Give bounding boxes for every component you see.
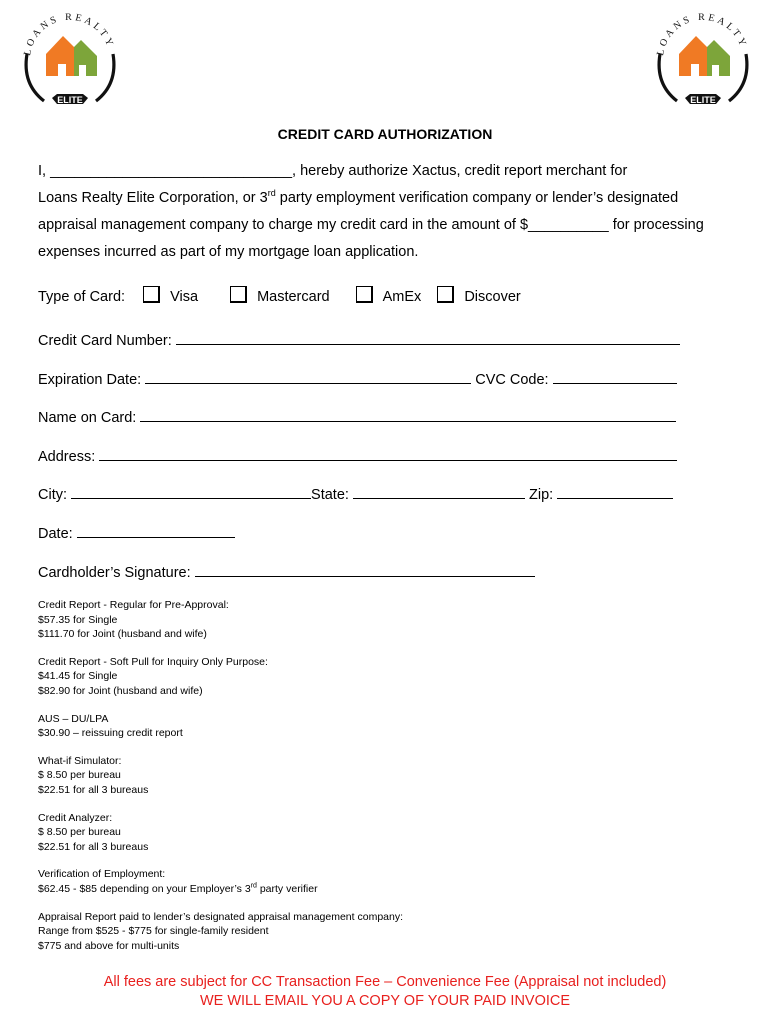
amex-checkbox[interactable] — [356, 286, 373, 303]
date-field[interactable] — [77, 523, 235, 538]
address-field[interactable] — [99, 446, 677, 461]
fee-line: Credit Report - Regular for Pre-Approval: — [38, 599, 229, 611]
fee-group-what-if-simulator — [38, 754, 403, 798]
fee-line: AUS – DU/LPA — [38, 712, 109, 725]
name-row — [38, 407, 676, 426]
fee-line: $57.35 for Single — [38, 613, 118, 626]
authorization-line-1: I, ______________________________, hereby authorize Xactus, credit report merchant for — [38, 163, 628, 179]
date-label: Date: — [38, 526, 73, 542]
card-number-row — [38, 330, 680, 349]
signature-row — [38, 562, 535, 581]
notice-fees-line: All fees are subject for CC Transaction Fee – Convenience Fee (Appraisal not included) — [103, 974, 667, 990]
logo-arc-text: LOANS REALTY — [22, 11, 117, 57]
fee-group-credit-report-soft-pull — [38, 655, 403, 699]
ordinal-suffix: rd — [250, 882, 257, 890]
form-title: CREDIT CARD AUTHORIZATION — [277, 126, 493, 142]
card-type-label: Type of Card: — [38, 289, 126, 305]
fee-line: $22.51 for all 3 bureaus — [38, 840, 149, 853]
fee-line: $111.70 for Joint (husband and wife) — [38, 628, 207, 641]
fee-line: Verification of Employment: — [38, 868, 166, 881]
fee-line: Credit Report - Soft Pull for Inquiry Only Purpose: — [38, 655, 268, 668]
ordinal-suffix: rd — [267, 188, 276, 199]
address-row — [38, 446, 677, 465]
card-number-label: Credit Card Number: — [38, 333, 172, 349]
fee-line: $775 and above for multi-units — [38, 939, 180, 952]
fee-group-credit-report-regular — [38, 598, 403, 642]
logo-banner-text: ELITE — [690, 95, 716, 105]
city-state-zip-row — [38, 484, 673, 503]
discover-label: Discover — [464, 289, 521, 305]
company-logo-left — [18, 8, 122, 114]
mastercard-checkbox[interactable] — [230, 286, 247, 303]
fee-line: Credit Analyzer: — [38, 811, 113, 824]
signature-field[interactable] — [195, 562, 535, 577]
fee-group-credit-analyzer — [38, 811, 403, 855]
authorization-line-2 — [38, 185, 758, 212]
fee-line: $30.90 – reissuing credit report — [38, 727, 183, 740]
address-label: Address: — [38, 449, 96, 465]
city-label: City: — [38, 487, 67, 503]
expiration-row — [38, 369, 677, 388]
expiration-label: Expiration Date: — [38, 372, 142, 388]
authorization-paragraph — [38, 158, 758, 266]
date-row — [38, 523, 235, 542]
company-logo-right — [651, 8, 755, 114]
authorization-line-2-start: Loans Realty Elite Corporation, or 3 — [38, 190, 268, 206]
fee-line: $ 8.50 per bureau — [38, 826, 121, 839]
fee-group-appraisal-report — [38, 910, 403, 954]
authorization-line-3: appraisal management company to charge my credit card in the amount of $__________ for processing — [38, 217, 704, 233]
fee-line: Range from $525 - $775 for single-family resident — [38, 925, 269, 938]
cvc-label: CVC Code: — [475, 372, 549, 388]
notice-invoice-line: WE WILL EMAIL YOU A COPY OF YOUR PAID INVOICE — [199, 993, 571, 1009]
zip-label: Zip: — [528, 487, 554, 503]
notice — [0, 973, 770, 1011]
discover-checkbox[interactable] — [437, 286, 454, 303]
city-field[interactable] — [71, 484, 311, 499]
mastercard-label: Mastercard — [257, 289, 330, 305]
card-number-field[interactable] — [176, 330, 680, 345]
visa-checkbox[interactable] — [143, 286, 160, 303]
state-field[interactable] — [353, 484, 525, 499]
state-label: State: — [311, 487, 349, 503]
card-type-row — [38, 286, 521, 305]
fee-line-start: $62.45 - $85 depending on your Employer’s 3 — [38, 882, 251, 895]
authorization-line-4: expenses incurred as part of my mortgage loan application. — [38, 244, 419, 260]
zip-field[interactable] — [557, 484, 673, 499]
fee-line: Appraisal Report paid to lender’s designated appraisal management company: — [38, 910, 404, 923]
amex-label: AmEx — [382, 289, 422, 305]
authorization-line-2-end: party employment verification company or lender’s designated — [275, 190, 679, 206]
fee-line-end: party verifier — [256, 882, 318, 895]
fee-line: $22.51 for all 3 bureaus — [38, 783, 149, 796]
fee-group-aus — [38, 712, 403, 741]
visa-label: Visa — [170, 289, 199, 305]
logo-banner-text: ELITE — [57, 95, 83, 105]
logo-arc-text: LOANS REALTY — [655, 11, 750, 57]
fee-line — [38, 882, 403, 897]
fee-schedule — [38, 598, 403, 966]
cvc-field[interactable] — [553, 369, 677, 384]
fee-line: $41.45 for Single — [38, 670, 118, 683]
expiration-field[interactable] — [145, 369, 471, 384]
name-field[interactable] — [140, 407, 676, 422]
name-label: Name on Card: — [38, 410, 137, 426]
fee-line: $82.90 for Joint (husband and wife) — [38, 684, 203, 697]
fee-line: $ 8.50 per bureau — [38, 769, 121, 782]
fee-group-verification-of-employment — [38, 867, 403, 896]
fee-line: What-if Simulator: — [38, 754, 122, 767]
signature-label: Cardholder’s Signature: — [38, 565, 191, 581]
